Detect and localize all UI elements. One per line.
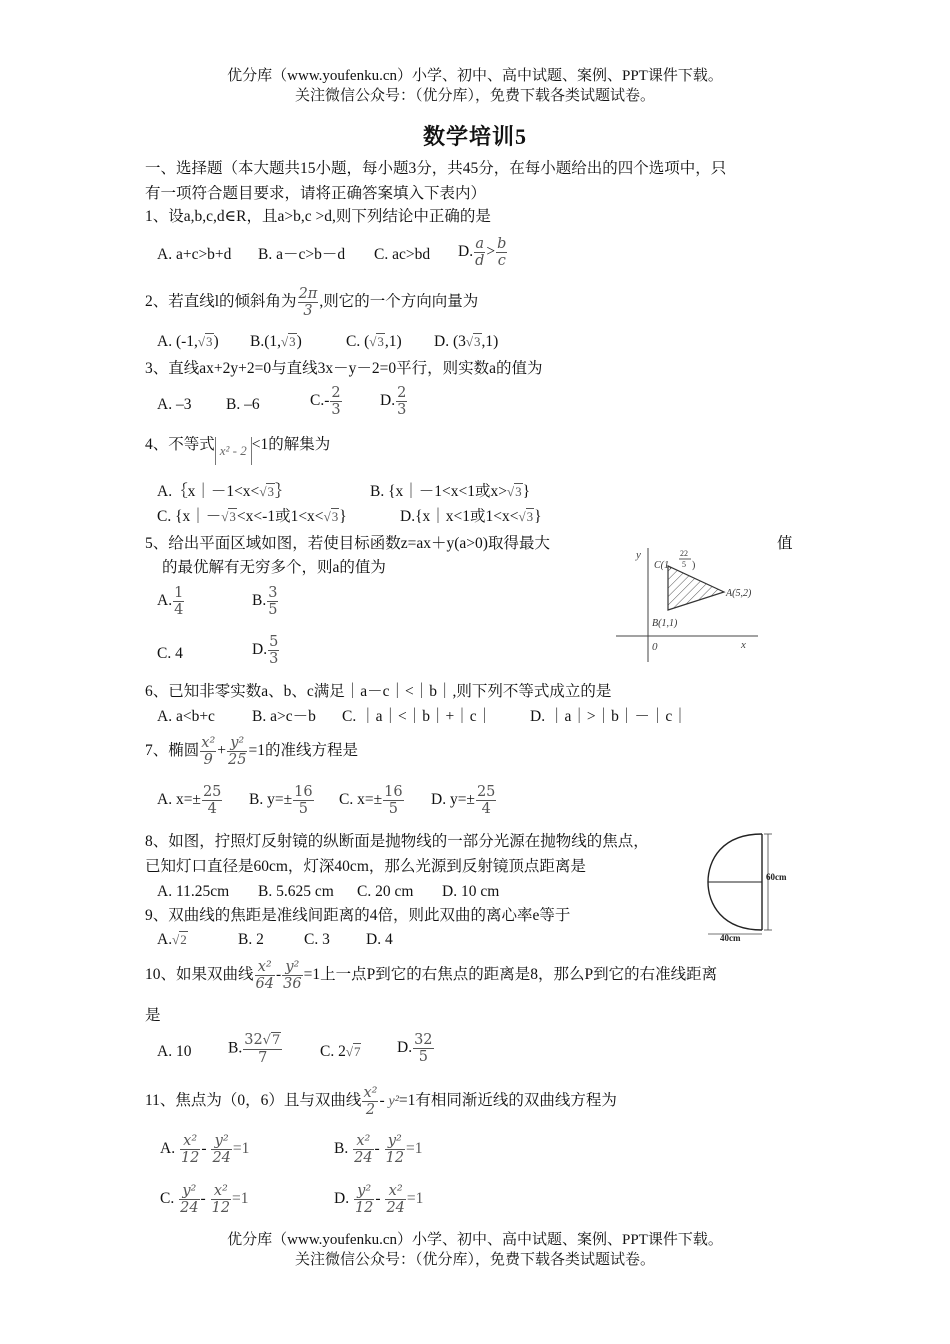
q3-option-b: B. –6 bbox=[226, 396, 260, 413]
q9-stem: 9、双曲线的焦距是准线间距离的4倍，则此双曲的离心率e等于 bbox=[145, 907, 571, 924]
q5-point-c-denominator: 5 bbox=[682, 560, 686, 569]
q11-option-a: A. $\frac{\text{x²}}{12}$ - $\frac{\text{y²}}{24}$ =1 bbox=[160, 1133, 250, 1166]
page-title: 数学培训5 bbox=[422, 124, 527, 149]
q2-angle-fraction: $\frac{2\pi}{3}$ bbox=[298, 286, 318, 319]
q6-option-d: D. ｜a｜>｜b｜－｜c｜ bbox=[530, 708, 688, 725]
q11-option-c: C. $\frac{\text{y²}}{24}$ - $\frac{\text{x²}}{12}$ =1 bbox=[160, 1183, 249, 1216]
q8-diameter-label: 60cm bbox=[766, 872, 787, 882]
q5-a-fraction: $\frac{1}{4}$ bbox=[174, 585, 184, 618]
q1-option-d-label: D. bbox=[458, 243, 474, 261]
q5-stem: 5、给出平面区域如图，若使目标函数z=ax＋y(a>0)取得最大 bbox=[145, 535, 550, 552]
q7-c-fraction: $\frac{16}{5}$ bbox=[384, 784, 403, 817]
q3-option-a: A. –3 bbox=[157, 396, 192, 413]
q10-option-b: B. $\frac{32√7}{7}$ bbox=[228, 1032, 281, 1066]
q5-option-d: D. $\frac{5}{3}$ bbox=[252, 634, 279, 667]
q9-option-b: B. 2 bbox=[238, 931, 264, 948]
q6-stem: 6、已知非零实数a、b、c满足｜a－c｜<｜b｜,则下列不等式成立的是 bbox=[145, 683, 612, 700]
q5-stem-line-2: 的最优解有无穷多个，则a的值为 bbox=[162, 559, 386, 576]
q7-b-fraction: $\frac{16}{5}$ bbox=[294, 784, 313, 817]
q3-option-d: D. $\frac{2}{3}$ bbox=[380, 385, 407, 418]
header-line-1: 优分库（www.youfenku.cn）小学、初中、高中试题、案例、PPT课件下载。 bbox=[227, 68, 723, 84]
q8-option-c: C. 20 cm bbox=[357, 883, 414, 900]
q4-option-a: A.｛x｜－1<x<√3｝ bbox=[157, 483, 291, 500]
q8-option-b: B. 5.625 cm bbox=[258, 883, 334, 900]
footer-line-1: 优分库（www.youfenku.cn）小学、初中、高中试题、案例、PPT课件下载。 bbox=[227, 1232, 723, 1248]
q6-option-c: C. ｜a｜<｜b｜+｜c｜ bbox=[342, 708, 493, 725]
q5-point-a-label: A(5,2) bbox=[726, 588, 752, 599]
q10-d-fraction: $\frac{32}{5}$ bbox=[414, 1032, 433, 1065]
q11-stem: 11、焦点为（0，6）且与双曲线 $\frac{\text{x²}}{2}$ - y²=1有相同渐近线的双曲线方程为 bbox=[145, 1085, 617, 1118]
q8-stem-line-1: 8、如图，拧照灯反射镜的纵断面是抛物线的一部分光源在抛物线的焦点， bbox=[145, 833, 649, 850]
q8-depth-label: 40cm bbox=[720, 933, 741, 942]
q9-option-a: A.√2 bbox=[157, 931, 187, 948]
q7-fraction-2: $\frac{\text{y²}}{25}$ bbox=[228, 735, 247, 768]
q2-option-c: C. (√3,1) bbox=[346, 333, 402, 350]
q11-option-b: B. $\frac{\text{x²}}{24}$ - $\frac{\text{y²}}{12}$ =1 bbox=[334, 1133, 423, 1166]
q1-option-b: B. a－c>b－d bbox=[258, 246, 346, 263]
q5-b-fraction: $\frac{3}{5}$ bbox=[268, 585, 278, 618]
q10-option-d: D. $\frac{32}{5}$ bbox=[397, 1032, 433, 1065]
q1-d-fraction-1: $\frac{a}{d}$ bbox=[475, 236, 485, 269]
q1-d-operator: > bbox=[486, 243, 496, 261]
q2-option-d: D. (3√3,1) bbox=[434, 333, 499, 350]
q2-stem: 2、若直线l的倾斜角为 $\frac{2\pi}{3}$ ,则它的一个方向向量为 bbox=[145, 286, 479, 319]
header-line-2: 关注微信公众号：（优分库），免费下载各类试题试卷。 bbox=[294, 88, 655, 104]
q8-reflector-figure bbox=[700, 830, 810, 942]
q10-option-a: A. 10 bbox=[157, 1043, 192, 1060]
q2-option-b: B.(1,√3) bbox=[250, 333, 302, 350]
q5-y-label: y bbox=[636, 549, 641, 561]
q5-region-figure bbox=[612, 542, 762, 666]
q7-d-fraction: $\frac{25}{4}$ bbox=[476, 784, 496, 817]
q10-option-c: C. 2√7 bbox=[320, 1043, 361, 1060]
q5-option-b: B. $\frac{3}{5}$ bbox=[252, 585, 278, 618]
footer-line-2: 关注微信公众号：（优分库），免费下载各类试题试卷。 bbox=[294, 1252, 655, 1268]
q7-stem: 7、椭圆 $\frac{\text{x²}}{9}$ + $\frac{\text{y²}}{25}$ =1的准线方程是 bbox=[145, 735, 358, 768]
q10-stem-line-2: 是 bbox=[145, 1007, 161, 1024]
q6-option-a: A. a<b+c bbox=[157, 708, 215, 725]
q10-stem: 10、如果双曲线 $\frac{\text{x²}}{64}$ - $\frac{\text{y²}}{36}$ =1上一点P到它的右焦点的距离是8，那么P到它的右准线距离 bbox=[145, 959, 718, 992]
q7-fraction-1: $\frac{\text{x²}}{9}$ bbox=[201, 735, 216, 768]
q5-feasible-region bbox=[668, 566, 724, 610]
q3-option-c: C.- $\frac{2}{3}$ bbox=[310, 385, 341, 418]
q5-option-a: A. $\frac{1}{4}$ bbox=[157, 585, 184, 618]
q11-fraction: $\frac{\text{x²}}{2}$ bbox=[363, 1085, 378, 1118]
q8-option-d: D. 10 cm bbox=[442, 883, 500, 900]
q9-option-d: D. 4 bbox=[366, 931, 393, 948]
q7-option-c: C. x=± $\frac{16}{5}$ bbox=[339, 784, 403, 817]
q6-option-b: B. a>c－b bbox=[252, 708, 316, 725]
q4-absolute-expression: x² - 2 bbox=[215, 437, 252, 465]
q5-point-b-label: B(1,1) bbox=[652, 618, 678, 629]
q10-fraction-1: $\frac{\text{x²}}{64}$ bbox=[255, 959, 274, 992]
q3-stem: 3、直线ax+2y+2=0与直线3x－y－2=0平行，则实数a的值为 bbox=[145, 360, 543, 377]
q10-b-fraction: $\frac{32√7}{7}$ bbox=[244, 1032, 281, 1066]
q5-stem-tail: 值 bbox=[777, 535, 793, 552]
q7-option-a: A. x=± $\frac{25}{4}$ bbox=[157, 784, 222, 817]
q1-option-a: A. a+c>b+d bbox=[157, 246, 232, 263]
section-intro-line-2: 有一项符合题目要求，请将正确答案填入下表内） bbox=[145, 185, 487, 202]
q8-option-a: A. 11.25cm bbox=[157, 883, 230, 900]
q5-point-c-numerator: 22 bbox=[680, 549, 688, 558]
section-intro-line-1: 一、选择题（本大题共15小题，每小题3分，共45分，在每小题给出的四个选项中，只 bbox=[145, 160, 727, 177]
q5-x-label: x bbox=[741, 639, 746, 651]
q7-a-fraction: $\frac{25}{4}$ bbox=[202, 784, 222, 817]
q9-option-c: C. 3 bbox=[304, 931, 330, 948]
q5-point-c-label: C(1, bbox=[654, 560, 672, 571]
q4-option-b: B. {x｜－1<x<1或x>√3} bbox=[370, 483, 531, 500]
q5-point-c-close: ) bbox=[692, 560, 696, 571]
q3-d-fraction: $\frac{2}{3}$ bbox=[397, 385, 407, 418]
q2-option-a: A. (-1,√3) bbox=[157, 333, 219, 350]
q11-option-d: D. $\frac{\text{y²}}{12}$ - $\frac{\text{x²}}{24}$ =1 bbox=[334, 1183, 424, 1216]
q7-option-b: B. y=± $\frac{16}{5}$ bbox=[249, 784, 313, 817]
q3-c-fraction: $\frac{2}{3}$ bbox=[331, 385, 341, 418]
q5-option-c: C. 4 bbox=[157, 645, 183, 662]
q1-option-c: C. ac>bd bbox=[374, 246, 431, 263]
q4-stem: 4、不等式 x² - 2 <1的解集为 bbox=[145, 434, 330, 465]
q5-origin-label: 0 bbox=[652, 641, 658, 653]
q1-option-d bbox=[458, 236, 508, 269]
q1-d-fraction-2: $\frac{b}{c}$ bbox=[497, 236, 507, 269]
q4-option-c: C. {x｜－√3<x<-1或1<x<√3} bbox=[157, 508, 347, 525]
q10-fraction-2: $\frac{\text{y²}}{36}$ bbox=[283, 959, 302, 992]
q1-stem: 1、设a,b,c,d∈R，且a>b,c >d,则下列结论中正确的是 bbox=[145, 208, 491, 225]
q8-stem-line-2: 已知灯口直径是60cm，灯深40cm，那么光源到反射镜顶点距离是 bbox=[145, 858, 586, 875]
q4-option-d: D.{x｜x<1或1<x<√3} bbox=[400, 508, 542, 525]
q7-option-d: D. y=± $\frac{25}{4}$ bbox=[431, 784, 496, 817]
q5-d-fraction: $\frac{5}{3}$ bbox=[269, 634, 279, 667]
